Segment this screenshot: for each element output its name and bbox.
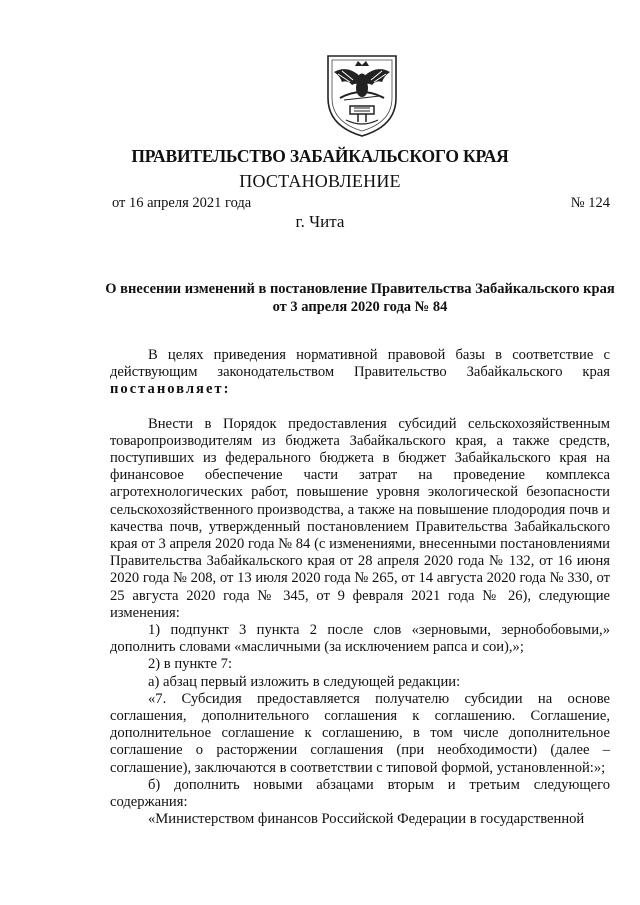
document-date: от 16 апреля 2021 года [112,195,252,211]
decision-word: постановляет: [110,381,231,398]
body-paragraph: «7. Субсидия предоставляется получателю субсидии на основе соглашения, дополнительного соглашения к соглашению. Соглашение, дополнительное соглашение к соглашению, в том числе дополнительное соглашение о расторжении соглашения (при необходимости) (далее – соглашение), заключаются в соответствии с типовой формой, установленной:»; [110,690,610,776]
document-heading: О внесении изменений в постановление Правительства Забайкальского края от 3 апреля 2020 года № 84 [105,281,615,315]
coat-of-arms-eagle-icon [322,52,402,138]
body-paragraph: а) абзац первый изложить в следующей редакции: [148,673,461,690]
body-paragraph: «Министерством финансов Российской Федерации в государственной [148,811,585,828]
document-body [110,347,610,828]
body-paragraph: 2) в пункте 7: [148,656,233,673]
preamble-paragraph [110,347,610,399]
body-paragraph: 1) подпункт 3 пункта 2 после слов «зерновыми, зернобобовыми,» дополнить словами «масличными (за исключением рапса и сои),»; [110,622,610,656]
body-paragraph: Внести в Порядок предоставления субсидий сельскохозяйственным товаропроизводителям из бюджета Забайкальского края, а также средств, поступивших из федерального бюджета в бюджет Забайкальского края на финансовое обеспечение части затрат на проведение комплекса агротехнологических работ, повышение уровня экологической безопасности сельскохозяйственного производства, а также на повышение плодородия почв и качества почв, утвержденный постановлением Правительства Забайкальского края от 3 апреля 2020 года № 84 (с изменениями, внесенными постановлениями Правительства Забайкальского края от 28 апреля 2020 года № 132, от 16 июня 2020 года № 208, от 13 июля 2020 года № 265, от 14 августа 2020 года № 330, от 25 августа 2020 года № 345, от 9 февраля 2021 года № 26), следующие изменения: [110,415,610,621]
document-city: г. Чита [295,212,345,231]
government-title: ПРАВИТЕЛЬСТВО ЗАБАЙКАЛЬСКОГО КРАЯ [131,146,509,166]
document-type: ПОСТАНОВЛЕНИЕ [239,171,401,191]
preamble-text: В целях приведения нормативной правовой базы в соответствие с действующим законодательством Правительство Забайкальского края [110,347,610,381]
document-number: № 124 [570,195,610,211]
body-paragraph: б) дополнить новыми абзацами вторым и третьим следующего содержания: [110,776,610,811]
